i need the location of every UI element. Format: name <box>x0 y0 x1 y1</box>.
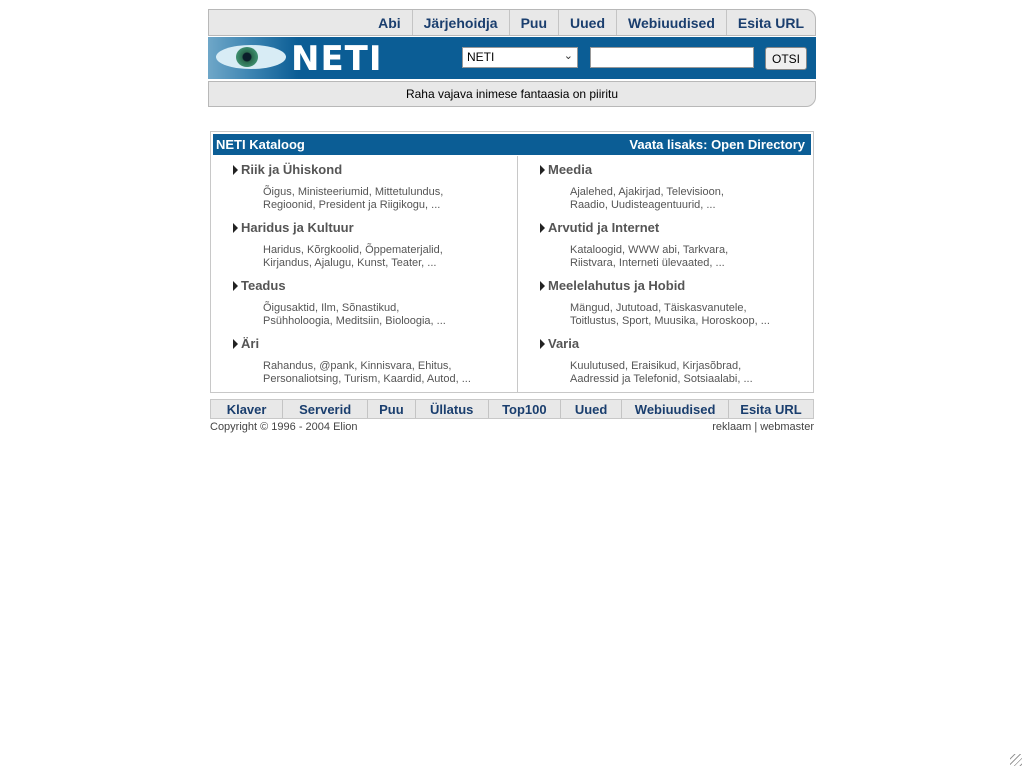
category-arvutid <box>540 220 820 278</box>
bottomnav-klaver[interactable]: Klaver <box>226 401 267 417</box>
footer-links <box>712 421 814 433</box>
subcategory-line[interactable]: Mängud, Jututoad, Täiskasvanutele, <box>570 302 747 314</box>
subcategory-list <box>263 244 513 270</box>
category-title[interactable]: Haridus ja Kultuur <box>241 220 354 235</box>
search-scope-select[interactable] <box>462 47 578 68</box>
subcategory-line[interactable]: Kataloogid, WWW abi, Tarkvara, <box>570 244 729 256</box>
subcategory-list <box>263 360 513 386</box>
category-meedia <box>540 162 820 220</box>
bottomnav-puu[interactable]: Puu <box>367 400 414 418</box>
topnav-abi[interactable]: Abi <box>378 14 401 31</box>
webmaster-link[interactable]: webmaster <box>760 421 814 433</box>
subcategory-line[interactable]: Ajalehed, Ajakirjad, Televisioon, <box>570 186 724 198</box>
catalog-title[interactable]: NETI Kataloog <box>216 137 305 152</box>
category-title[interactable]: Meelelahutus ja Hobid <box>548 278 686 293</box>
category-title[interactable]: Äri <box>241 336 260 351</box>
triangle-right-icon <box>233 281 238 291</box>
catalog-header <box>213 134 811 155</box>
subcategory-list <box>263 186 513 212</box>
triangle-right-icon <box>233 223 238 233</box>
subcategory-line[interactable]: Raadio, Uudisteagentuurid, ... <box>570 199 716 211</box>
open-directory-link[interactable]: Vaata lisaks: Open Directory <box>629 137 805 152</box>
bottomnav-uued[interactable]: Uued <box>560 400 621 418</box>
search-input[interactable] <box>590 47 754 68</box>
bottomnav-esita-url[interactable]: Esita URL <box>728 400 813 418</box>
subcategory-line[interactable]: Õigus, Ministeeriumid, Mittetulundus, <box>263 186 444 198</box>
category-title[interactable]: Varia <box>548 336 580 351</box>
category-riik <box>233 162 513 220</box>
bottomnav-ullatus[interactable]: Üllatus <box>415 400 488 418</box>
copyright: Copyright © 1996 - 2004 Elion <box>210 421 358 433</box>
subcategory-line[interactable]: Toitlustus, Sport, Muusika, Horoskoop, ... <box>570 315 770 327</box>
column-divider <box>517 156 518 392</box>
category-title[interactable]: Riik ja Ühiskond <box>241 162 343 177</box>
topnav-jarjehoidja[interactable]: Järjehoidja <box>412 10 509 35</box>
category-ari <box>233 336 513 394</box>
slogan: Raha vajava inimese fantaasia on piiritu <box>208 81 816 107</box>
triangle-right-icon <box>540 223 545 233</box>
catalog-left-column <box>233 162 513 394</box>
subcategory-line[interactable]: Personaliotsing, Turism, Kaardid, Autod, ... <box>263 373 471 385</box>
subcategory-line[interactable]: Aadressid ja Telefonid, Sotsiaalabi, ... <box>570 373 753 385</box>
search-scope-value: NETI <box>467 50 495 64</box>
eye-image <box>208 37 298 79</box>
subcategory-line[interactable]: Riistvara, Interneti ülevaated, ... <box>570 257 725 269</box>
bottomnav-webiuudised[interactable]: Webiuudised <box>621 400 728 418</box>
category-varia <box>540 336 820 394</box>
topnav-esita-url[interactable]: Esita URL <box>726 10 815 35</box>
category-teadus <box>233 278 513 336</box>
category-title[interactable]: Arvutid ja Internet <box>548 220 660 235</box>
subcategory-line[interactable]: Kuulutused, Eraisikud, Kirjasõbrad, <box>570 360 742 372</box>
topnav-webiuudised[interactable]: Webiuudised <box>616 10 726 35</box>
triangle-right-icon <box>233 339 238 349</box>
subcategory-list <box>570 302 820 328</box>
subcategory-line[interactable]: Õigusaktid, Ilm, Sõnastikud, <box>263 302 400 314</box>
category-title[interactable]: Meedia <box>548 162 593 177</box>
subcategory-list <box>570 186 820 212</box>
subcategory-list <box>263 302 513 328</box>
subcategory-line[interactable]: Psühholoogia, Meditsiin, Bioloogia, ... <box>263 315 446 327</box>
triangle-right-icon <box>233 165 238 175</box>
category-title[interactable]: Teadus <box>241 278 286 293</box>
subcategory-line[interactable]: Kirjandus, Ajalugu, Kunst, Teater, ... <box>263 257 437 269</box>
search-button[interactable]: OTSI <box>765 47 807 70</box>
subcategory-line[interactable]: Rahandus, @pank, Kinnisvara, Ehitus, <box>263 360 452 372</box>
triangle-right-icon <box>540 339 545 349</box>
banner <box>208 37 816 79</box>
top-nav <box>208 9 816 36</box>
chevron-down-icon: ⌄ <box>563 50 573 62</box>
catalog-right-column <box>540 162 820 394</box>
subcategory-line[interactable]: Haridus, Kõrgkoolid, Õppematerjalid, <box>263 244 443 256</box>
reklaam-link[interactable]: reklaam <box>712 421 752 433</box>
subcategory-list <box>570 244 820 270</box>
subcategory-line[interactable]: Regioonid, President ja Riigikogu, ... <box>263 199 441 211</box>
catalog-box <box>210 131 814 393</box>
bottomnav-serverid[interactable]: Serverid <box>282 400 367 418</box>
topnav-puu[interactable]: Puu <box>509 10 558 35</box>
bottom-nav <box>210 399 814 419</box>
triangle-right-icon <box>540 281 545 291</box>
bottomnav-top100[interactable]: Top100 <box>488 400 560 418</box>
topnav-uued[interactable]: Uued <box>558 10 616 35</box>
category-meelelahutus <box>540 278 820 336</box>
category-haridus <box>233 220 513 278</box>
subcategory-list <box>570 360 820 386</box>
neti-logo[interactable]: NETI <box>291 39 383 79</box>
footer-separator: | <box>754 421 758 433</box>
triangle-right-icon <box>540 165 545 175</box>
resize-grip-icon[interactable] <box>1010 754 1022 766</box>
